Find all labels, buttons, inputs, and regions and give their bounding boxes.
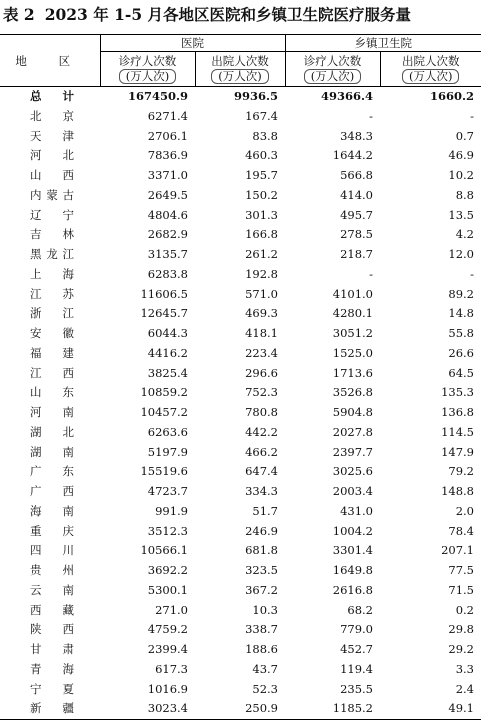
- hospital-visits-cell: 3692.2: [147, 563, 188, 577]
- hospital-discharges-cell: 83.8: [252, 128, 278, 143]
- region-name: 河 南: [30, 405, 74, 419]
- hospital-discharges-cell: 296.6: [245, 365, 278, 380]
- hospital-discharges-cell: 166.8: [245, 227, 278, 242]
- hospital-discharges-cell: 367.2: [245, 582, 278, 597]
- region-cell: [0, 660, 100, 680]
- table-row: [0, 285, 481, 305]
- hospital-visits-header: [100, 52, 195, 87]
- region-cell: [0, 640, 100, 660]
- township-visits-cell: 4101.0: [332, 286, 373, 301]
- hospital-visits-cell: 991.9: [155, 503, 188, 518]
- hospital-discharges-cell: 43.7: [252, 661, 278, 676]
- township-discharges-cell: -: [470, 108, 474, 123]
- hospital-discharges-cell: 469.3: [245, 306, 278, 321]
- table-row: [0, 443, 481, 463]
- hospital-discharges-cell: 780.8: [245, 405, 278, 419]
- table-row: [0, 146, 481, 166]
- hospital-discharges-header: [195, 52, 285, 87]
- township-discharges-cell: 12.0: [448, 247, 474, 261]
- township-visits-cell: 2616.8: [332, 582, 373, 597]
- table-row: [0, 304, 481, 324]
- hospital-discharges-cell: 223.4: [245, 345, 278, 360]
- region-cell: [0, 344, 100, 364]
- hospital-visits-cell: 2649.5: [147, 187, 188, 202]
- township-discharges-cell: 64.5: [448, 365, 474, 380]
- hospital-discharges-cell: 10.3: [252, 602, 278, 617]
- table-row: [0, 699, 481, 719]
- township-discharges-cell: 147.9: [441, 444, 474, 459]
- table-row: [0, 324, 481, 344]
- hospital-visits-cell: 167450.9: [127, 89, 188, 103]
- hospital-discharges-cell: 261.2: [245, 247, 278, 261]
- region-name: 青 海: [30, 661, 74, 676]
- table-row: [0, 680, 481, 700]
- region-name: 广 东: [30, 464, 74, 479]
- township-discharges-cell: 46.9: [448, 148, 474, 163]
- hospital-group-header: 医院: [100, 35, 285, 52]
- region-name: 北 京: [30, 108, 74, 123]
- table-row: [0, 166, 481, 186]
- region-cell: [0, 403, 100, 423]
- region-cell: [0, 107, 100, 127]
- township-visits-cell: 5904.8: [332, 405, 373, 419]
- medical-service-table: [0, 34, 481, 720]
- region-name: 甘 肃: [30, 642, 74, 656]
- township-discharges-cell: 55.8: [448, 326, 474, 340]
- hospital-visits-cell: 2399.4: [147, 642, 188, 656]
- region-cell: [0, 265, 100, 285]
- region-cell: [0, 186, 100, 206]
- table-row: [0, 186, 481, 206]
- township-discharges-cell: 207.1: [441, 543, 474, 558]
- table-row: [0, 601, 481, 621]
- hospital-visits-cell: 11606.5: [140, 286, 188, 301]
- township-visits-cell: 235.5: [340, 681, 373, 696]
- hospital-discharges-cell: 250.9: [195, 699, 285, 719]
- township-visits-cell: 348.3: [340, 128, 373, 143]
- region-name: 海 南: [30, 503, 74, 518]
- table-row: [0, 482, 481, 502]
- hospital-discharges-cell: 246.9: [245, 523, 278, 538]
- region-cell: [0, 285, 100, 305]
- hospital-visits-cell: 4723.7: [147, 484, 188, 498]
- hospital-visits-cell: 3023.4: [100, 699, 195, 719]
- township-visits-cell: 1713.6: [332, 365, 373, 380]
- township-discharges-cell: 29.8: [448, 622, 474, 637]
- unit-label: (万人次): [211, 69, 268, 84]
- township-discharges-cell: 78.4: [448, 523, 474, 538]
- table-caption: 2023 年 1-5 月各地区医院和乡镇卫生院医疗服务量: [44, 5, 412, 24]
- region-name: 云 南: [30, 582, 74, 597]
- region-name: 西 藏: [30, 602, 74, 617]
- region-name: 重 庆: [30, 523, 74, 538]
- region-cell: [0, 620, 100, 640]
- hospital-discharges-cell: 195.7: [245, 168, 278, 182]
- township-discharges-cell: 8.8: [455, 187, 474, 202]
- township-visits-cell: 3301.4: [332, 543, 373, 558]
- region-cell: [0, 127, 100, 147]
- table-row: [0, 620, 481, 640]
- township-visits-cell: 414.0: [340, 187, 373, 202]
- hospital-discharges-cell: 418.1: [245, 326, 278, 340]
- township-discharges-cell: 29.2: [448, 642, 474, 656]
- hospital-discharges-cell: 9936.5: [233, 89, 278, 103]
- hospital-discharges-cell: 752.3: [245, 385, 278, 400]
- hospital-discharges-cell: 150.2: [245, 187, 278, 202]
- township-discharges-cell: 89.2: [448, 286, 474, 301]
- hospital-discharges-cell: 466.2: [245, 444, 278, 459]
- township-discharges-cell: 136.8: [441, 405, 474, 419]
- township-visits-cell: 49366.4: [320, 89, 373, 103]
- hospital-visits-cell: 4416.2: [147, 345, 188, 360]
- table-row: [0, 107, 481, 127]
- table-row: [0, 502, 481, 522]
- region-cell: [0, 482, 100, 502]
- region-cell: [0, 146, 100, 166]
- hospital-visits-cell: 617.3: [155, 661, 188, 676]
- region-name: 浙 江: [30, 306, 74, 321]
- township-visits-cell: 452.7: [340, 642, 373, 656]
- township-visits-cell: 779.0: [340, 622, 373, 637]
- township-discharges-cell: 77.5: [448, 563, 474, 577]
- region-cell: [0, 423, 100, 443]
- region-name: 山 西: [30, 168, 74, 182]
- unit-label: (万人次): [402, 69, 459, 84]
- hospital-visits-cell: 2706.1: [147, 128, 188, 143]
- township-visits-cell: 1525.0: [332, 345, 373, 360]
- region-cell: [0, 206, 100, 226]
- township-discharges-cell: 4.2: [455, 227, 474, 242]
- region-name: 贵 州: [30, 563, 74, 577]
- township-discharges-cell: 26.6: [448, 345, 474, 360]
- township-discharges-cell: 114.5: [441, 424, 474, 439]
- hospital-discharges-cell: 442.2: [245, 424, 278, 439]
- region-name: 总 计: [30, 89, 74, 103]
- township-visits-cell: 2027.8: [332, 424, 373, 439]
- hospital-visits-cell: 4804.6: [147, 207, 188, 222]
- hospital-visits-cell: 3135.7: [147, 247, 188, 261]
- region-cell: [0, 87, 100, 107]
- township-visits-cell: 495.7: [340, 207, 373, 222]
- table-row: [0, 265, 481, 285]
- region-name: 新 疆: [30, 701, 74, 716]
- hospital-visits-cell: 6263.6: [147, 424, 188, 439]
- township-visits-cell: -: [369, 108, 373, 123]
- region-name: 湖 北: [30, 424, 74, 439]
- township-visits-cell: 3526.8: [332, 385, 373, 400]
- table-row: [0, 423, 481, 443]
- township-discharges-cell: 2.4: [455, 681, 474, 696]
- region-cell: [0, 225, 100, 245]
- table-row: [0, 127, 481, 147]
- region-cell: [0, 443, 100, 463]
- township-visits-cell: 119.4: [340, 661, 373, 676]
- township-discharges-cell: 148.8: [441, 484, 474, 498]
- region-cell: [0, 699, 100, 719]
- hospital-visits-cell: 6044.3: [147, 326, 188, 340]
- table-row: [0, 462, 481, 482]
- table-row: [0, 403, 481, 423]
- table-title: [0, 0, 481, 30]
- hospital-discharges-cell: 192.8: [245, 266, 278, 281]
- township-visits-cell: 431.0: [340, 503, 373, 518]
- township-discharges-cell: 3.3: [455, 661, 474, 676]
- township-discharges-cell: 0.2: [455, 602, 474, 617]
- table-row: [0, 383, 481, 403]
- region-name: 安 徽: [30, 326, 74, 340]
- township-visits-cell: 1004.2: [332, 523, 373, 538]
- region-cell: [0, 541, 100, 561]
- hospital-visits-cell: 5300.1: [147, 582, 188, 597]
- township-visits-cell: 2397.7: [332, 444, 373, 459]
- region-name: 山 东: [30, 385, 74, 400]
- township-visits-cell: 1185.2: [285, 699, 380, 719]
- hospital-discharges-cell: 167.4: [245, 108, 278, 123]
- region-cell: [0, 304, 100, 324]
- region-cell: [0, 581, 100, 601]
- township-discharges-cell: 10.2: [448, 168, 474, 182]
- region-cell: [0, 561, 100, 581]
- township-visits-cell: 2003.4: [332, 484, 373, 498]
- township-visits-cell: 1649.8: [332, 563, 373, 577]
- township-discharges-cell: 71.5: [448, 582, 474, 597]
- region-name: 内蒙古: [30, 187, 74, 202]
- region-name: 河 北: [30, 148, 74, 163]
- col-title: 诊疗人次数: [118, 54, 177, 68]
- region-cell: [0, 383, 100, 403]
- region-name: 宁 夏: [30, 681, 74, 696]
- township-discharges-cell: 14.8: [448, 306, 474, 321]
- region-name: 江 苏: [30, 286, 74, 301]
- region-name: 江 西: [30, 365, 74, 380]
- total-row: [0, 87, 481, 107]
- table-row: [0, 561, 481, 581]
- township-discharges-header: [380, 52, 481, 87]
- table-row: [0, 522, 481, 542]
- township-visits-cell: 278.5: [340, 227, 373, 242]
- region-cell: [0, 166, 100, 186]
- hospital-visits-cell: 5197.9: [147, 444, 188, 459]
- hospital-discharges-cell: 460.3: [245, 148, 278, 163]
- township-discharges-cell: 0.7: [455, 128, 474, 143]
- township-group-header: 乡镇卫生院: [285, 35, 481, 52]
- hospital-discharges-cell: 681.8: [245, 543, 278, 558]
- region-cell: [0, 680, 100, 700]
- township-visits-cell: 218.7: [340, 247, 373, 261]
- hospital-visits-cell: 4759.2: [147, 622, 188, 637]
- region-name: 福 建: [30, 345, 74, 360]
- unit-label: (万人次): [119, 69, 176, 84]
- hospital-visits-cell: 3825.4: [147, 365, 188, 380]
- hospital-visits-cell: 10859.2: [140, 385, 188, 400]
- hospital-visits-cell: 3512.3: [147, 523, 188, 538]
- table-row: [0, 225, 481, 245]
- col-title: 诊疗人次数: [303, 54, 362, 68]
- hospital-discharges-cell: 334.3: [245, 484, 278, 498]
- table-body: [0, 87, 481, 720]
- region-header: 地 区: [0, 35, 100, 87]
- col-title: 出院人次数: [211, 54, 269, 68]
- region-name: 吉 林: [30, 227, 74, 242]
- region-cell: [0, 364, 100, 384]
- township-visits-cell: 3025.6: [332, 464, 373, 479]
- township-visits-cell: 4280.1: [332, 306, 373, 321]
- township-discharges-cell: 135.3: [441, 385, 474, 400]
- hospital-discharges-cell: 571.0: [245, 286, 278, 301]
- township-discharges-cell: 49.1: [380, 699, 481, 719]
- region-name: 上 海: [30, 266, 74, 281]
- region-name: 天 津: [30, 128, 74, 143]
- hospital-visits-cell: 12645.7: [140, 306, 188, 321]
- township-discharges-cell: -: [470, 266, 474, 281]
- hospital-visits-cell: 10566.1: [140, 543, 188, 558]
- table-row: [0, 245, 481, 265]
- region-name: 黑龙江: [30, 247, 74, 261]
- township-visits-cell: 1644.2: [332, 148, 373, 163]
- hospital-visits-cell: 7836.9: [147, 148, 188, 163]
- region-cell: [0, 245, 100, 265]
- region-cell: [0, 324, 100, 344]
- region-cell: [0, 502, 100, 522]
- hospital-discharges-cell: 647.4: [245, 464, 278, 479]
- township-discharges-cell: 79.2: [448, 464, 474, 479]
- table-row: [0, 206, 481, 226]
- unit-label: (万人次): [304, 69, 361, 84]
- hospital-visits-cell: 271.0: [155, 602, 188, 617]
- table-row: [0, 660, 481, 680]
- hospital-visits-cell: 6271.4: [147, 108, 188, 123]
- table-row: [0, 581, 481, 601]
- hospital-visits-cell: 10457.2: [140, 405, 188, 419]
- hospital-visits-cell: 6283.8: [147, 266, 188, 281]
- region-name: 广 西: [30, 484, 74, 498]
- region-name: 陕 西: [30, 622, 74, 637]
- township-visits-cell: -: [369, 266, 373, 281]
- hospital-visits-cell: 1016.9: [147, 681, 188, 696]
- township-discharges-cell: 13.5: [448, 207, 474, 222]
- township-visits-cell: 3051.2: [332, 326, 373, 340]
- region-name: 湖 南: [30, 444, 74, 459]
- table-number: 表 2: [3, 5, 35, 24]
- hospital-discharges-cell: 301.3: [245, 207, 278, 222]
- region-cell: [0, 462, 100, 482]
- hospital-visits-cell: 2682.9: [147, 227, 188, 242]
- hospital-discharges-cell: 338.7: [245, 622, 278, 637]
- region-name: 四 川: [30, 543, 74, 558]
- township-visits-header: [285, 52, 380, 87]
- table-row: [0, 364, 481, 384]
- hospital-discharges-cell: 51.7: [252, 503, 278, 518]
- col-title: 出院人次数: [402, 54, 460, 68]
- hospital-discharges-cell: 188.6: [245, 642, 278, 656]
- region-cell: [0, 601, 100, 621]
- region-cell: [0, 522, 100, 542]
- region-name: 辽 宁: [30, 207, 74, 222]
- township-discharges-cell: 2.0: [455, 503, 474, 518]
- table-row: [0, 344, 481, 364]
- table-row: [0, 640, 481, 660]
- township-visits-cell: 68.2: [347, 602, 373, 617]
- hospital-visits-cell: 15519.6: [140, 464, 188, 479]
- township-visits-cell: 566.8: [340, 168, 373, 182]
- township-discharges-cell: 1660.2: [429, 89, 474, 103]
- hospital-discharges-cell: 323.5: [245, 563, 278, 577]
- hospital-discharges-cell: 52.3: [252, 681, 278, 696]
- hospital-visits-cell: 3371.0: [147, 168, 188, 182]
- table-row: [0, 541, 481, 561]
